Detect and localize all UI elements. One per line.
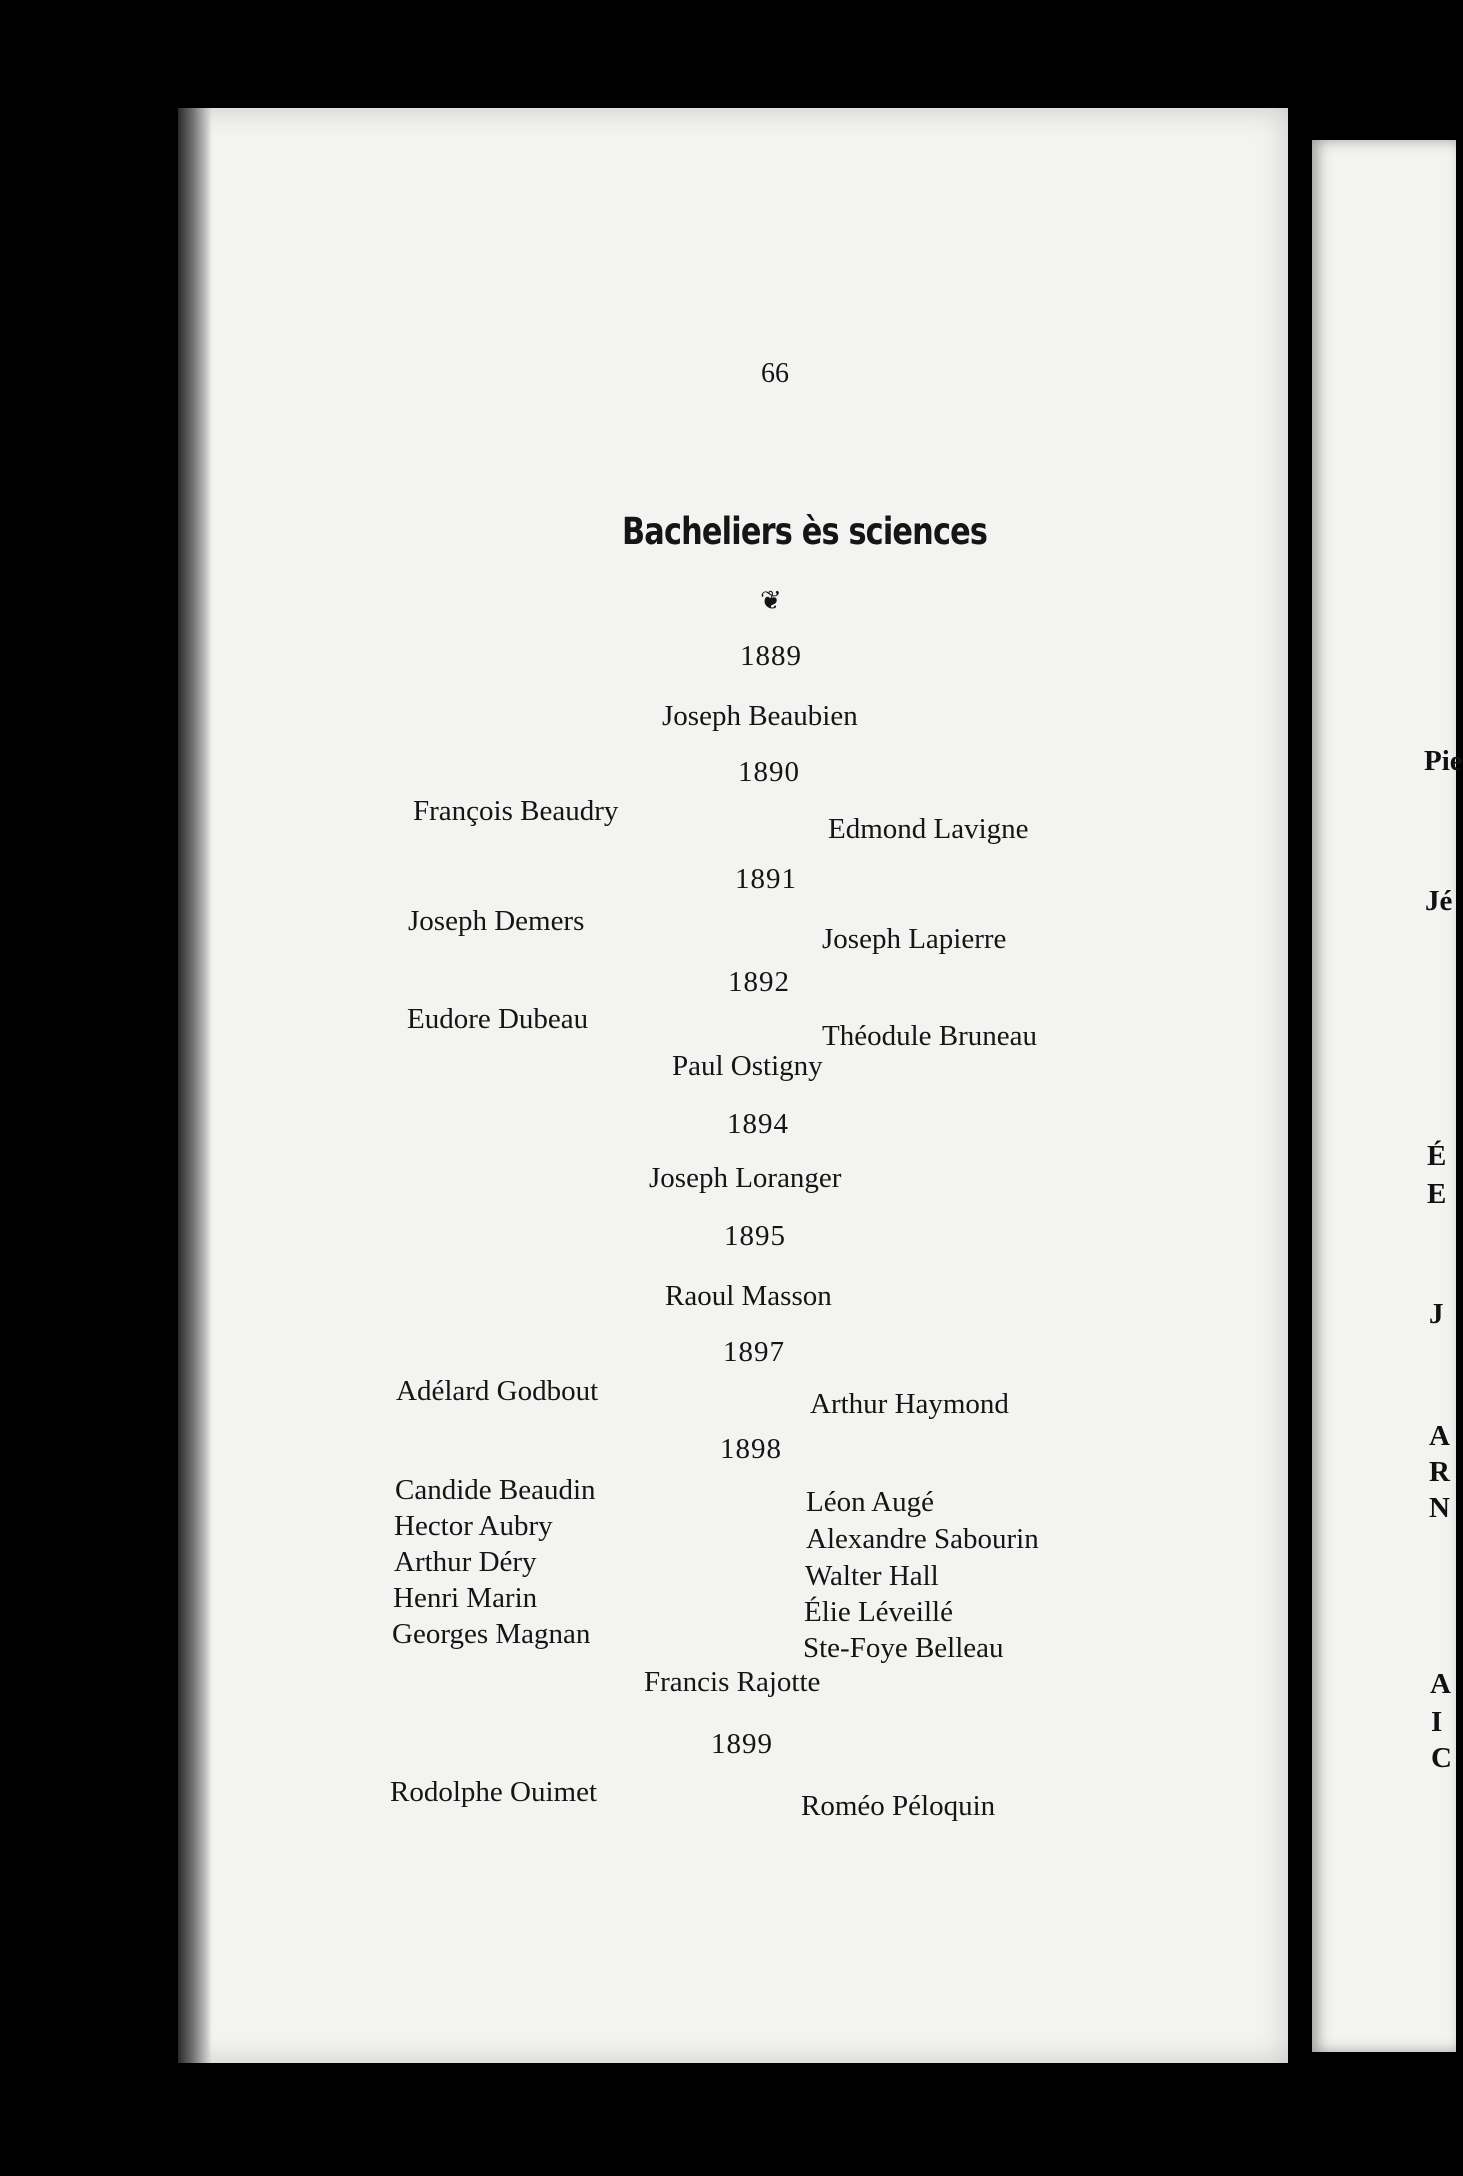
year-heading: 1890: [738, 756, 800, 788]
facing-fragment: N: [1429, 1492, 1450, 1524]
graduate-name: Walter Hall: [805, 1560, 939, 1592]
year-heading: 1891: [735, 863, 797, 895]
facing-fragment: E: [1427, 1178, 1447, 1210]
graduate-name: Arthur Haymond: [810, 1388, 1009, 1420]
graduate-name: Léon Augé: [806, 1486, 935, 1518]
graduate-name: Candide Beaudin: [395, 1474, 596, 1506]
graduate-name: Paul Ostigny: [672, 1050, 823, 1082]
graduate-name: Ste-Foye Belleau: [803, 1632, 1004, 1664]
page-number: 66: [761, 358, 789, 389]
graduate-name: Roméo Péloquin: [801, 1790, 996, 1822]
year-heading: 1899: [711, 1728, 773, 1760]
graduate-name: Joseph Lapierre: [822, 923, 1007, 955]
facing-fragment: I: [1431, 1706, 1443, 1738]
graduate-name: Joseph Loranger: [649, 1162, 842, 1194]
facing-fragment: J: [1429, 1298, 1444, 1330]
graduate-name: Arthur Déry: [394, 1546, 537, 1578]
facing-fragment: Jé: [1425, 885, 1453, 917]
year-heading: 1892: [728, 966, 790, 998]
section-title: Bacheliers ès sciences: [622, 510, 988, 553]
year-heading: 1895: [724, 1220, 786, 1252]
year-heading: 1898: [720, 1433, 782, 1465]
graduate-name: Joseph Demers: [408, 905, 585, 937]
graduate-name: Adélard Godbout: [396, 1375, 599, 1407]
year-heading: 1897: [723, 1336, 785, 1368]
page-binding-edge: [178, 108, 212, 2063]
year-heading: 1889: [740, 640, 802, 672]
facing-fragment: C: [1431, 1742, 1452, 1774]
facing-fragment: É: [1427, 1140, 1447, 1172]
facing-fragment: A: [1430, 1668, 1451, 1700]
year-heading: 1894: [727, 1108, 789, 1140]
graduate-name: François Beaudry: [413, 795, 619, 827]
graduate-name: Théodule Bruneau: [822, 1020, 1038, 1052]
graduate-name: Raoul Masson: [665, 1280, 832, 1312]
graduate-name: Joseph Beaubien: [662, 700, 858, 732]
facing-fragment: A: [1429, 1420, 1450, 1452]
graduate-name: Georges Magnan: [392, 1618, 591, 1650]
facing-page: [1312, 140, 1463, 2052]
graduate-name: Alexandre Sabourin: [806, 1523, 1039, 1555]
facing-fragment: R: [1429, 1456, 1450, 1488]
graduate-name: Edmond Lavigne: [828, 813, 1029, 845]
facing-fragment: Pie: [1424, 745, 1463, 777]
graduate-name: Henri Marin: [393, 1582, 538, 1614]
graduate-name: Francis Rajotte: [644, 1666, 821, 1698]
graduate-name: Rodolphe Ouimet: [390, 1776, 598, 1808]
book-page: [178, 108, 1288, 2063]
graduate-name: Eudore Dubeau: [407, 1003, 589, 1035]
graduate-name: Hector Aubry: [394, 1510, 553, 1542]
fleuron-icon: ❦: [760, 586, 782, 615]
graduate-name: Élie Léveillé: [804, 1596, 953, 1628]
